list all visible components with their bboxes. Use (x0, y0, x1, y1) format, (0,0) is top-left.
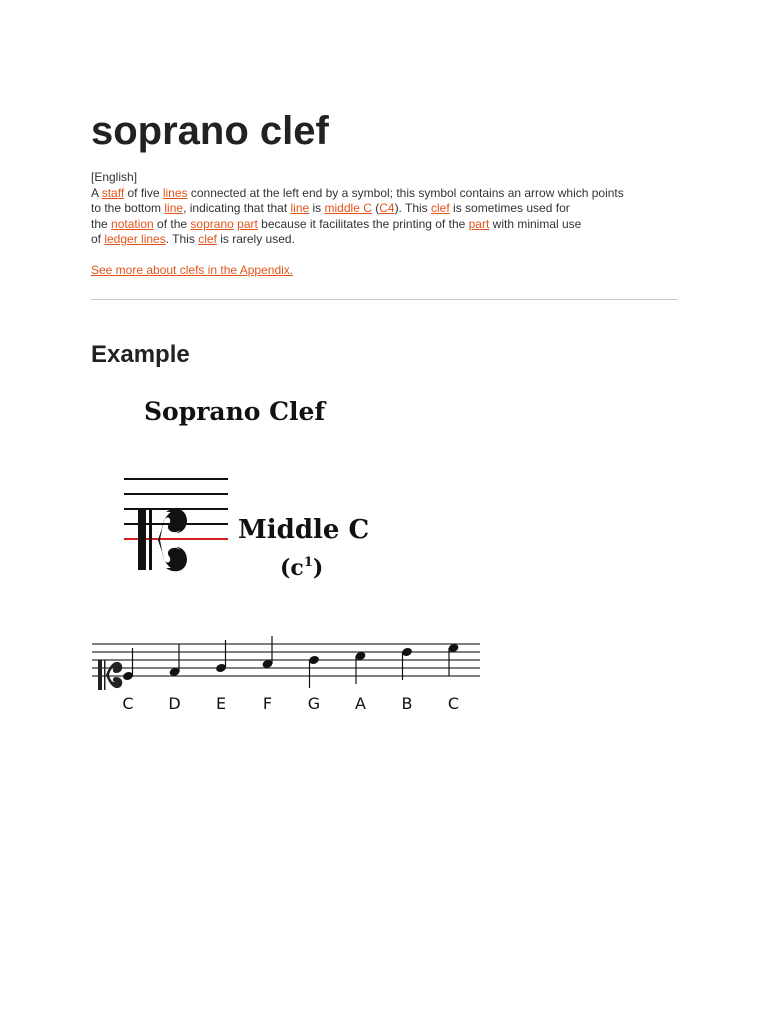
note-label: E (215, 694, 227, 713)
definition-fragment: is (309, 201, 325, 215)
glossary-link[interactable]: soprano (190, 216, 234, 231)
definition-fragment: is sometimes used for (449, 201, 570, 215)
glossary-link[interactable]: lines (162, 185, 188, 200)
note-label: D (168, 694, 181, 713)
definition-line (91, 201, 691, 217)
glossary-link[interactable]: clef (198, 232, 217, 246)
definition-fragment: the (91, 216, 112, 231)
definition-fragment: with minimal use (489, 216, 582, 231)
definition-fragment: of five (124, 185, 163, 200)
definition-fragment: . This (165, 232, 199, 246)
glossary-link[interactable]: clef (431, 201, 450, 215)
page-title: soprano clef (91, 109, 329, 153)
figure-title: Soprano Clef (144, 397, 326, 426)
definition-line (91, 232, 691, 248)
definition-fragment: of (91, 232, 105, 246)
definition-line (91, 217, 691, 233)
definition-text (91, 170, 691, 248)
glossary-link[interactable]: C4 (379, 201, 395, 215)
note-label: A (355, 694, 366, 713)
divider (91, 299, 678, 300)
definition-fragment: A (91, 185, 102, 200)
note-label: C (122, 694, 134, 713)
middle-c-label: Middle C (238, 515, 370, 545)
glossary-link[interactable]: line (290, 201, 310, 215)
c-clef-small-icon (98, 660, 122, 690)
c-notation-label (280, 555, 323, 581)
definition-fragment: ( (371, 201, 380, 215)
c-notation-close: ) (312, 555, 324, 581)
note-sequence (122, 636, 459, 713)
glossary-link[interactable]: part (468, 216, 490, 231)
note-label: G (307, 694, 321, 713)
note-label: F (262, 694, 273, 713)
small-staff (92, 644, 480, 676)
glossary-link[interactable]: part (237, 216, 258, 231)
definition-fragment: , indicating that that (183, 201, 291, 215)
c-notation-base: (c (280, 555, 304, 581)
glossary-link[interactable]: ledger lines (104, 232, 166, 246)
soprano-clef-illustration (90, 390, 490, 720)
definition-line (91, 186, 691, 202)
glossary-link[interactable]: line (164, 201, 184, 215)
note-label: B (401, 694, 413, 713)
glossary-link[interactable]: middle C (324, 201, 372, 215)
note-label: C (447, 694, 460, 713)
definition-fragment: is rarely used. (216, 232, 295, 246)
definition-fragment: connected at the left end by a symbol; this symbol contains an arrow which points (187, 185, 624, 200)
soprano-clef-figure (90, 390, 490, 720)
definition-body (91, 186, 691, 248)
definition-fragment: because it facilitates the printing of the (257, 216, 469, 231)
definition-fragment: to the bottom (91, 201, 165, 215)
example-heading: Example (91, 341, 190, 368)
glossary-link[interactable]: staff (101, 185, 125, 200)
glossary-link[interactable]: notation (111, 216, 154, 231)
definition-fragment: of the (153, 216, 191, 231)
c-notation-superscript: 1 (303, 555, 313, 570)
definition-fragment: ). This (394, 201, 432, 215)
language-tag: [English] (91, 170, 138, 184)
appendix-link[interactable]: See more about clefs in the Appendix. (91, 263, 294, 277)
